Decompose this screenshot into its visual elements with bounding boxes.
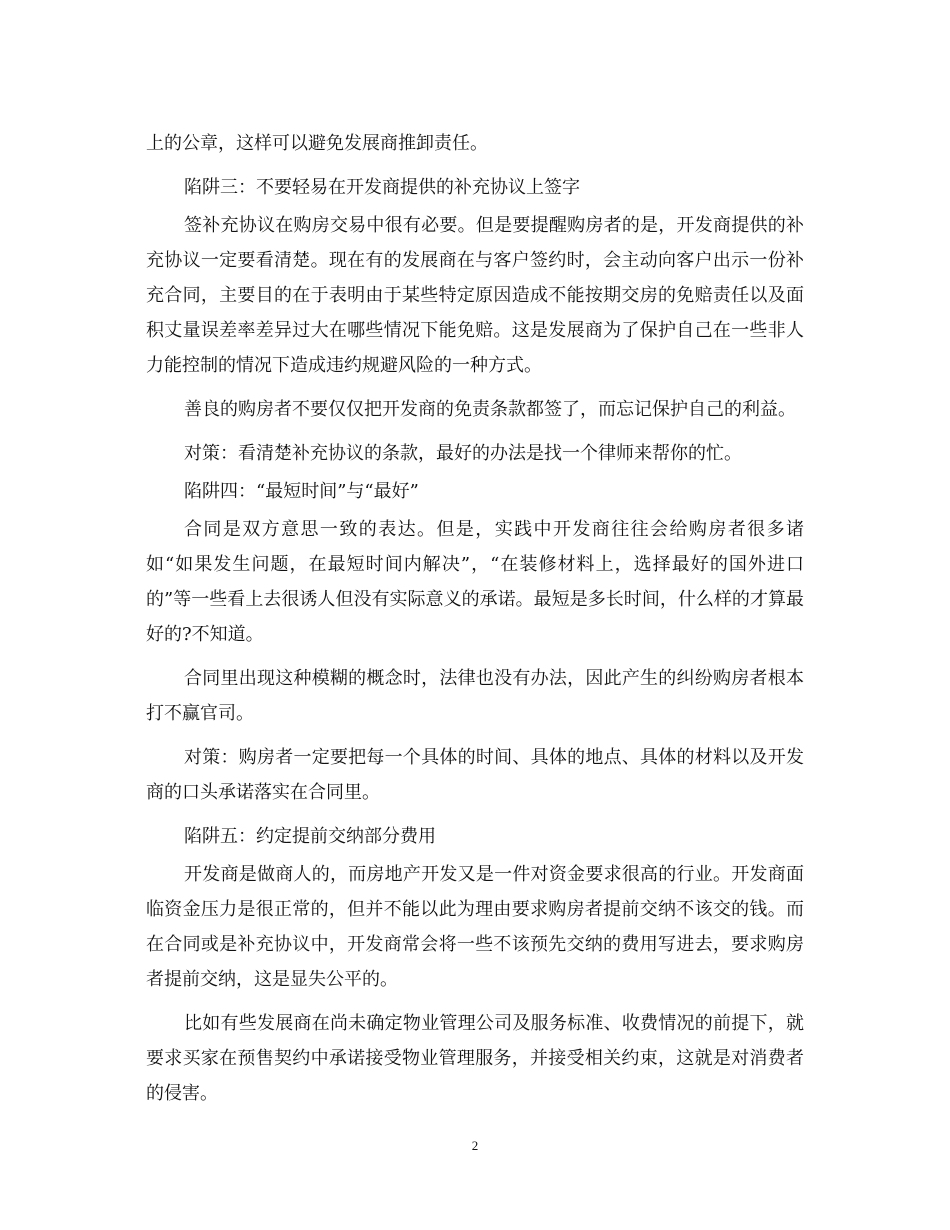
paragraph: 上的公章，这样可以避免发展商推卸责任。 [146, 133, 488, 154]
page-number: 2 [471, 1138, 479, 1153]
section-heading: 陷阱五：约定提前交纳部分费用 [184, 826, 436, 847]
countermeasure-paragraph: 对策：购房者一定要把每一个具体的时间、具体的地点、具体的材料以及开发商的口头承诺落实在合同里。 [146, 747, 804, 803]
section-heading: 陷阱四：“最短时间”与“最好” [184, 481, 419, 502]
paragraph: 善良的购房者不要仅仅把开发商的免责条款都签了，而忘记保护自己的利益。 [184, 399, 796, 420]
countermeasure-line: 对策：看清楚补充协议的条款，最好的办法是找一个律师来帮你的忙。 [184, 443, 742, 464]
section-heading: 陷阱三：不要轻易在开发商提供的补充协议上签字 [184, 177, 580, 198]
paragraph: 开发商是做商人的，而房地产开发又是一件对资金要求很高的行业。开发商面临资金压力是很正常的，但并不能以此为理由要求购房者提前交纳不该交的钱。而在合同或是补充协议中，开发商常会将一些不该预先交纳的费用写进去，要求购房者提前交纳，这是显失公平的。 [146, 864, 804, 990]
paragraph: 比如有些发展商在尚未确定物业管理公司及服务标准、收费情况的前提下，就要求买家在预售契约中承诺接受物业管理服务，并接受相关约束，这就是对消费者的侵害。 [146, 1013, 804, 1104]
document-body [146, 126, 804, 1120]
paragraph: 合同里出现这种模糊的概念时，法律也没有办法，因此产生的纠纷购房者根本打不赢官司。 [146, 668, 804, 724]
paragraph: 签补充协议在购房交易中很有必要。但是要提醒购房者的是，开发商提供的补充协议一定要看清楚。现在有的发展商在与客户签约时，会主动向客户出示一份补充合同，主要目的在于表明由于某些特定原因造成不能按期交房的免赔责任以及面积丈量误差率差异过大在哪些情况下能免赔。这是发展商为了保护自己在一些非人力能控制的情况下造成违约规避风险的一种方式。 [146, 215, 804, 376]
paragraph: 合同是双方意思一致的表达。但是，实践中开发商往往会给购房者很多诸如“如果发生问题，在最短时间内解决”，“在装修材料上，选择最好的国外进口的”等一些看上去很诱人但没有实际意义的承诺。最短是多长时间，什么样的才算最好的?不知道。 [146, 519, 804, 645]
